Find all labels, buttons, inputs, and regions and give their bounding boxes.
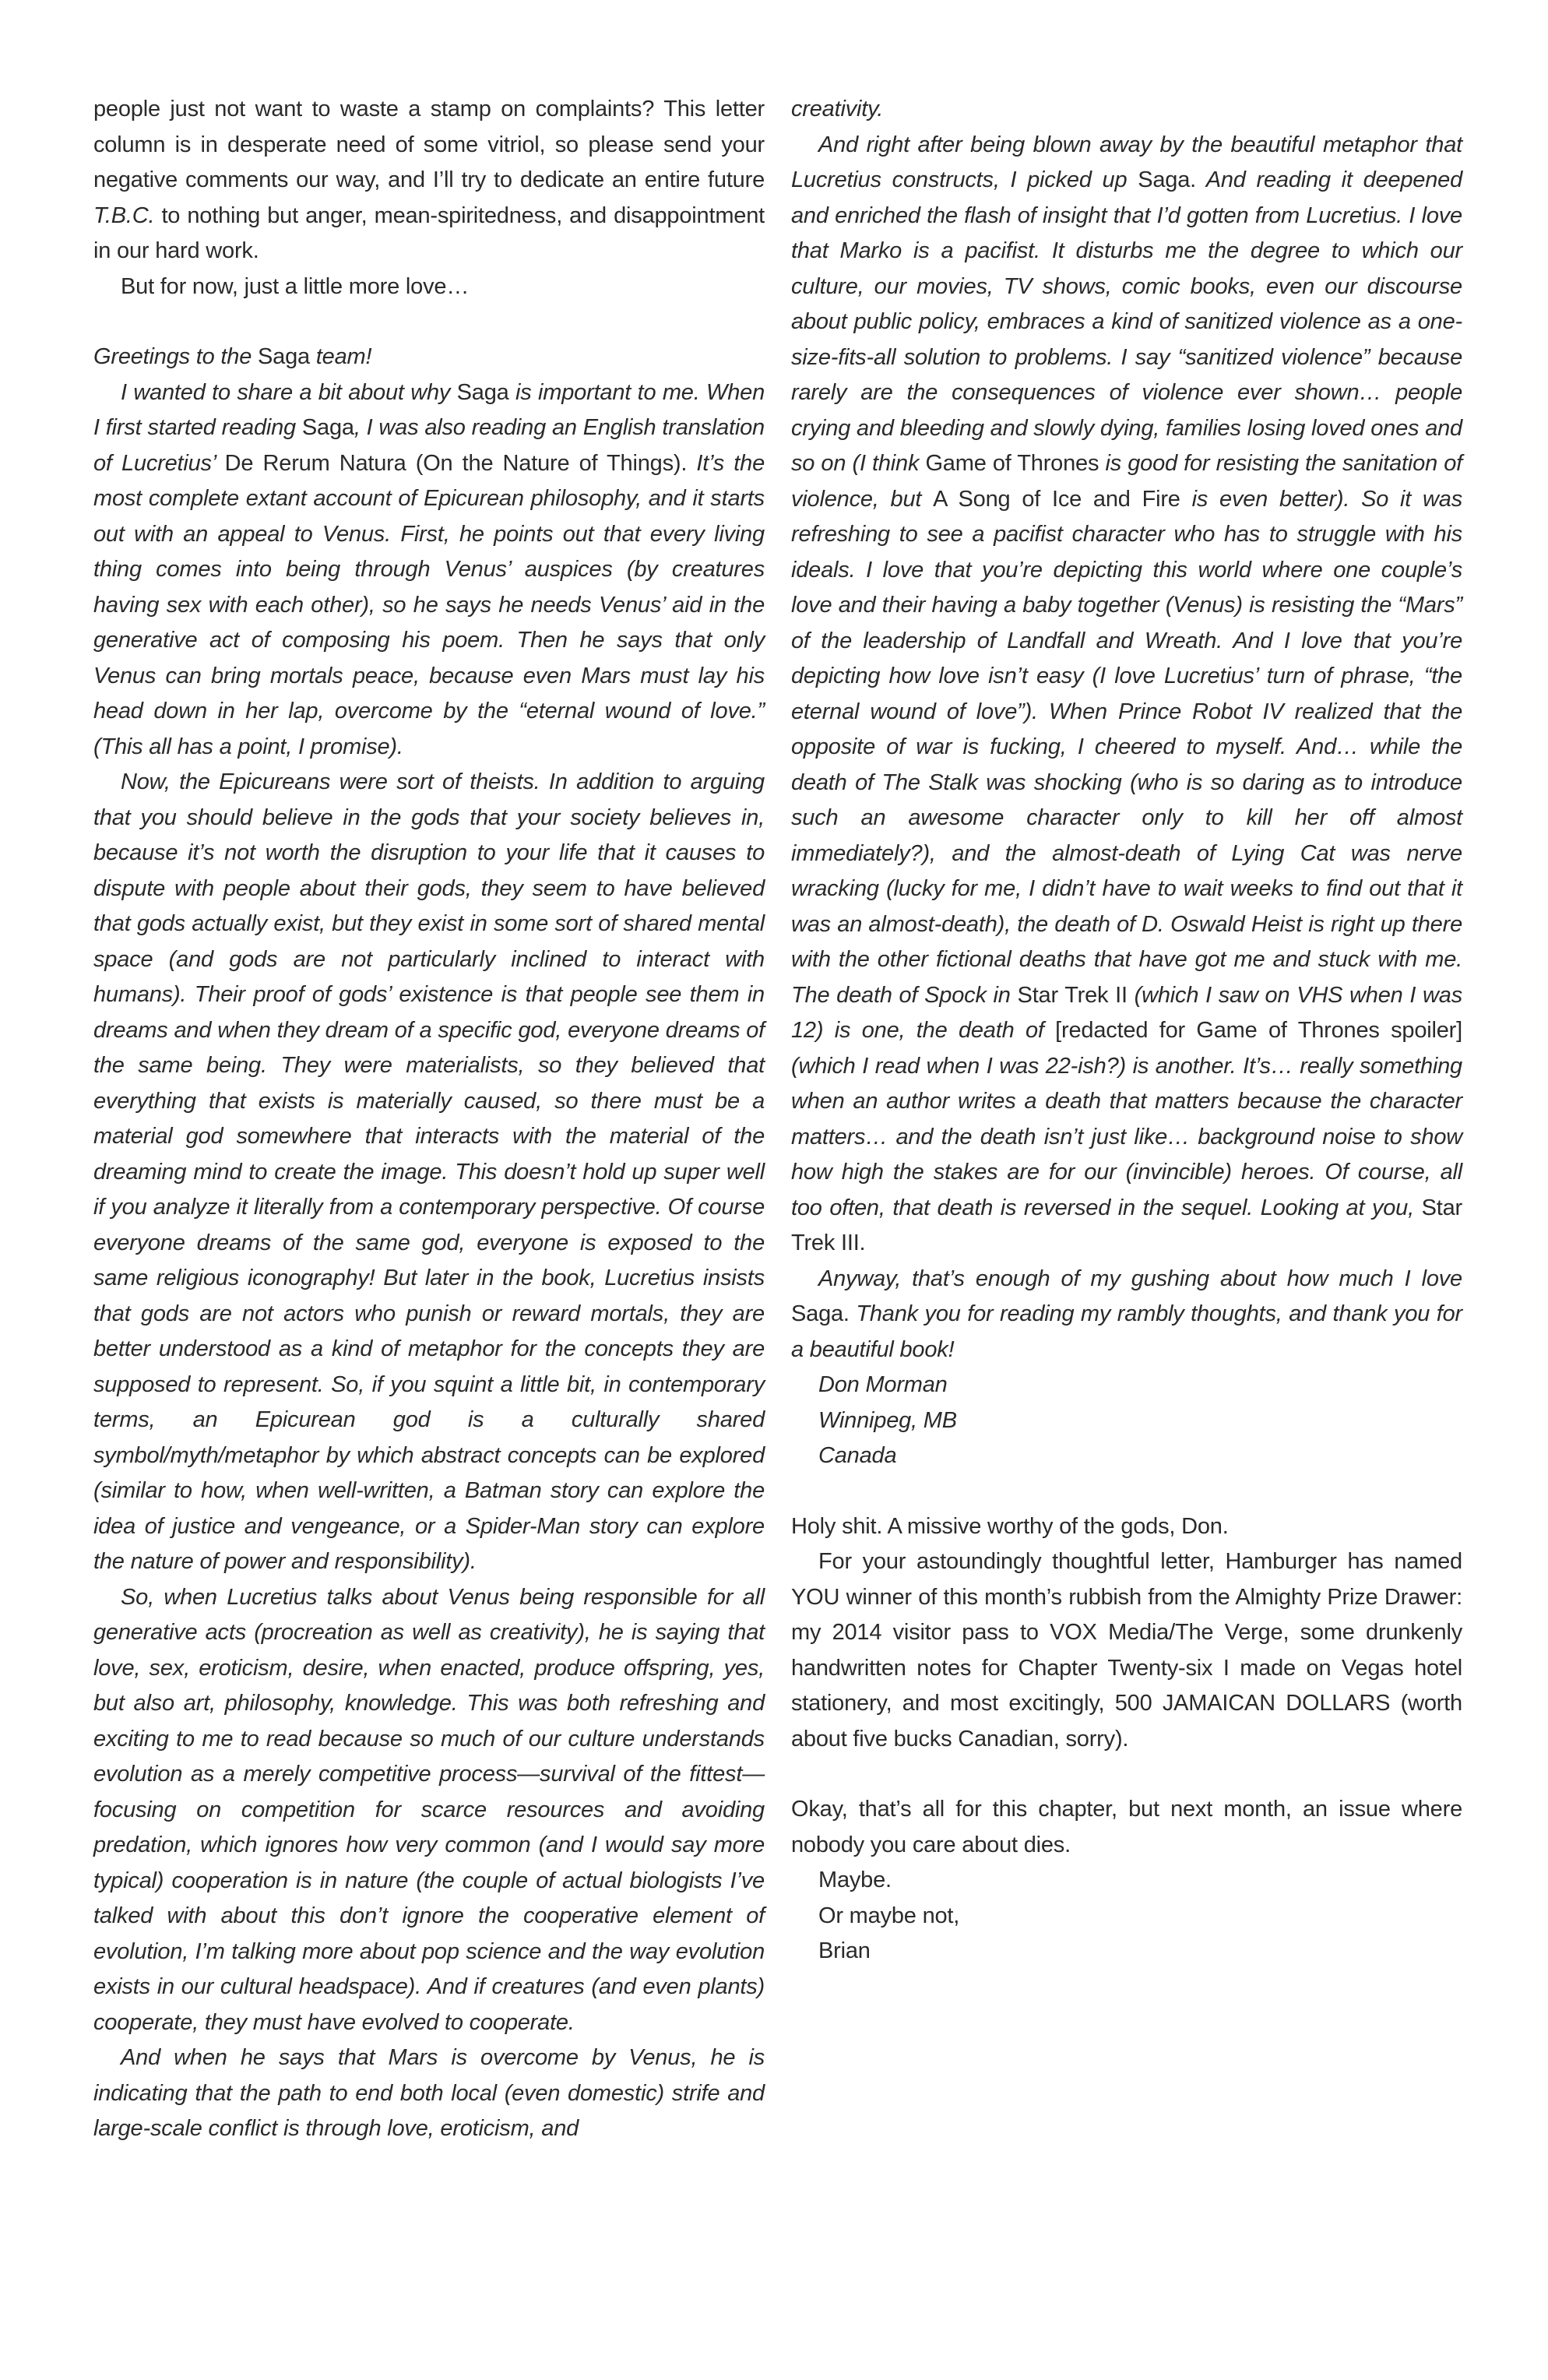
- paragraph: [93, 375, 765, 766]
- signature-line: [791, 1438, 1462, 1474]
- paragraph: [93, 269, 765, 305]
- signature-line: [791, 1934, 1462, 1970]
- text-run: [redacted for Game of Thrones spoiler]: [1055, 1018, 1462, 1043]
- text-run: And reading it deepened and enriched the flash of insight that I’d gotten from Lucretius. I love that Marko is a pacifist. It disturbs me the degree to which our culture, our movies, TV shows, comic books, even our discourse about public policy, embraces a kind of sanitized violence as a one-size-fits-all solution to problems. I say “sanitized violence” because rarely are the consequences of violence ever shown… people crying and bleeding and slowly dying, families losing loved ones and so on (I think: [791, 167, 1462, 476]
- text-run: Saga: [301, 415, 354, 440]
- paragraph: [791, 1792, 1462, 1863]
- text-run: Thank you for reading my rambly thoughts, and thank you for a beautiful book!: [791, 1301, 1462, 1362]
- text-run: Saga.: [791, 1301, 850, 1326]
- text-run: Game of Thrones: [925, 451, 1099, 476]
- paragraph: [791, 1509, 1462, 1545]
- text-run: For your astoundingly thoughtful letter, Hamburger has named YOU winner of this month’s rubbish from the Almighty Prize Drawer: my 2014 visitor pass to VOX Media/The Verge, some drunkenly handwritten notes for Chapter Twenty-six I made on Vegas hotel stationery, and most excitingly, 500 JAMAICAN DOLLARS (worth about five bucks Canadian, sorry).: [791, 1549, 1462, 1752]
- text-run: Don Morman: [818, 1372, 948, 1397]
- paragraph: [93, 92, 765, 269]
- text-run: And right after being blown away by the beautiful metaphor that Lucretius constructs, I picked up: [791, 132, 1462, 192]
- text-run: Anyway, that’s enough of my gushing about how much I love: [818, 1266, 1462, 1291]
- text-run: Saga.: [1138, 167, 1197, 192]
- text-run: people just not want to waste a stamp on complaints? This letter column is in desperate need of some vitriol, so please send your negative comments our way, and I’ll try to dedicate an entire future: [93, 97, 765, 192]
- text-run: is important to me. When I first started reading: [93, 379, 765, 440]
- signature-line: [791, 1899, 1462, 1935]
- text-run: is good for resisting the sanitation of violence, but: [791, 451, 1462, 512]
- text-run: I wanted to share a bit about why: [121, 379, 457, 405]
- paragraph-gap: [791, 1474, 1462, 1509]
- text-run: And when he says that Mars is overcome by Venus, he is indicating that the path to end both local (even domestic) strife and large-scale conflict is through love, eroticism, and: [93, 2045, 765, 2141]
- text-run: , I was also reading an English translation of Lucretius’: [93, 415, 765, 476]
- signature-line: [791, 1368, 1462, 1403]
- text-run: Holy shit. A missive worthy of the gods, Don.: [791, 1513, 1229, 1539]
- text-run: (which I read when I was 22-ish?) is another. It’s… really something when an author writes a death that matters because the character matters… and the death isn’t just like… background noise to show how high the stakes are for our (invincible) heroes. Of course, all too often, that death is reversed in the sequel. Looking at you,: [791, 1053, 1462, 1220]
- text-run: Saga: [456, 379, 509, 405]
- text-run: So, when Lucretius talks about Venus being responsible for all generative acts (procreation as well as creativity), he is saying that love, sex, eroticism, desire, when enacted, produce offspring, yes, but also art, philosophy, knowledge. This was both refreshing and exciting to me to read because so much of our culture understands evolution as a merely competitive process—survival of the fittest—focusing on competition for scarce resources and avoiding predation, which ignores how very common (and I would say more typical) cooperation is in nature (the couple of actual biologists I’ve talked with about this don’t ignore the cooperative element of evolution, I’m talking more about pop science and the way evolution exists in our cultural headspace). And if creatures (and even plants) cooperate, they must have evolved to cooperate.: [93, 1584, 765, 2035]
- text-run: team!: [309, 344, 372, 369]
- text-run: A Song of Ice and Fire: [933, 486, 1180, 512]
- text-run: Okay, that’s all for this chapter, but next month, an issue where nobody you care about dies.: [791, 1797, 1462, 1857]
- paragraph: [93, 1580, 765, 2041]
- text-run: creativity.: [791, 97, 884, 121]
- text-run: T.B.C.: [93, 202, 155, 228]
- text-run: But for now, just a little more love…: [121, 273, 470, 299]
- paragraph: [791, 128, 1462, 1262]
- text-run: Star Trek II: [1017, 982, 1128, 1008]
- text-run: Brian: [818, 1938, 871, 1963]
- text-run: Canada: [818, 1443, 897, 1468]
- text-run: De Rerum Natura (On the Nature of Things).: [224, 450, 688, 476]
- paragraph: [791, 92, 1462, 128]
- paragraph: [93, 340, 765, 375]
- paragraph: [93, 2040, 765, 2147]
- text-run: Now, the Epicureans were sort of theists. In addition to arguing that you should believe in the gods that your society believes in, because it’s not worth the disruption to your life that it causes to dispute with people about their gods, they seem to have believed that gods actually exist, but they exist in some sort of shared mental space (and gods are not particularly inclined to interact with humans). Their proof of gods’ existence is that people see them in dreams and when they dream of a specific god, everyone dreams of the same being. They were materialists, so they believed that everything that exists is materially caused, so there must be a material god somewhere that interacts with the material of the dreaming mind to create the image. This doesn’t hold up super well if you analyze it literally from a contemporary perspective. Of course everyone dreams of the same god, everyone is exposed to the same religious iconography! But later in the book, Lucretius insists that gods are not actors who punish or reward mortals, they are better understood as a kind of metaphor for the concepts they are supposed to represent. So, if you squint a little bit, in contemporary terms, an Epicurean god is a culturally shared symbol/myth/metaphor by which abstract concepts can be explored (similar to how, when well-written, a Batman story can explore the idea of justice and vengeance, or a Spider-Man story can explore the nature of power and responsibility).: [93, 769, 765, 1574]
- text-run: Or maybe not,: [818, 1903, 960, 1928]
- text-run: It’s the most complete extant account of Epicurean philosophy, and it starts out with an appeal to Venus. First, he points out that every living thing comes into being through Venus’ auspices (by creatures having sex with each other), so he says he needs Venus’ aid in the generative act of composing his poem. Then he says that only Venus can bring mortals peace, because even Mars must lay his head down in her lap, overcome by the “eternal wound of love.” (This all has a point, I promise).: [93, 450, 765, 759]
- left-column: [93, 92, 765, 2147]
- text-run: Saga: [258, 344, 310, 369]
- text-run: to nothing but anger, mean-spiritedness, and disappointment in our hard work.: [93, 202, 765, 263]
- text-run: Winnipeg, MB: [818, 1407, 957, 1433]
- signature-line: [791, 1403, 1462, 1439]
- text-run: Star Trek III.: [791, 1195, 1462, 1255]
- text-run: is even better). So it was refreshing to see a pacifist character who has to struggle with his ideals. I love that you’re depicting this world where one couple’s love and their having a baby together (Venus) is resisting the “Mars” of the leadership of Landfall and Wreath. And I love that you’re depicting how love isn’t easy (I love Lucretius’ turn of phrase, “the eternal wound of love”). When Prince Robot IV realized that the opposite of war is fucking, I cheered to myself. And… while the death of The Stalk was shocking (who is so daring as to introduce such an awesome character only to kill her off almost immediately?), and the almost-death of Lying Cat was nerve wracking (lucky for me, I didn’t have to wait weeks to find out that it was an almost-death), the death of D. Oswald Heist is right up there with the other fictional deaths that have got me and stuck with me. The death of Spock in: [791, 486, 1462, 1008]
- paragraph: [93, 765, 765, 1580]
- paragraph-gap: [93, 305, 765, 340]
- paragraph-gap: [791, 1757, 1462, 1792]
- text-run: Greetings to the: [93, 344, 258, 369]
- signature-line: [791, 1863, 1462, 1899]
- paragraph: [791, 1544, 1462, 1757]
- paragraph: [791, 1262, 1462, 1368]
- text-run: (which I saw on VHS when I was 12) is one, the death of: [791, 982, 1463, 1043]
- text-run: Maybe.: [818, 1868, 892, 1892]
- right-column: [791, 92, 1462, 1970]
